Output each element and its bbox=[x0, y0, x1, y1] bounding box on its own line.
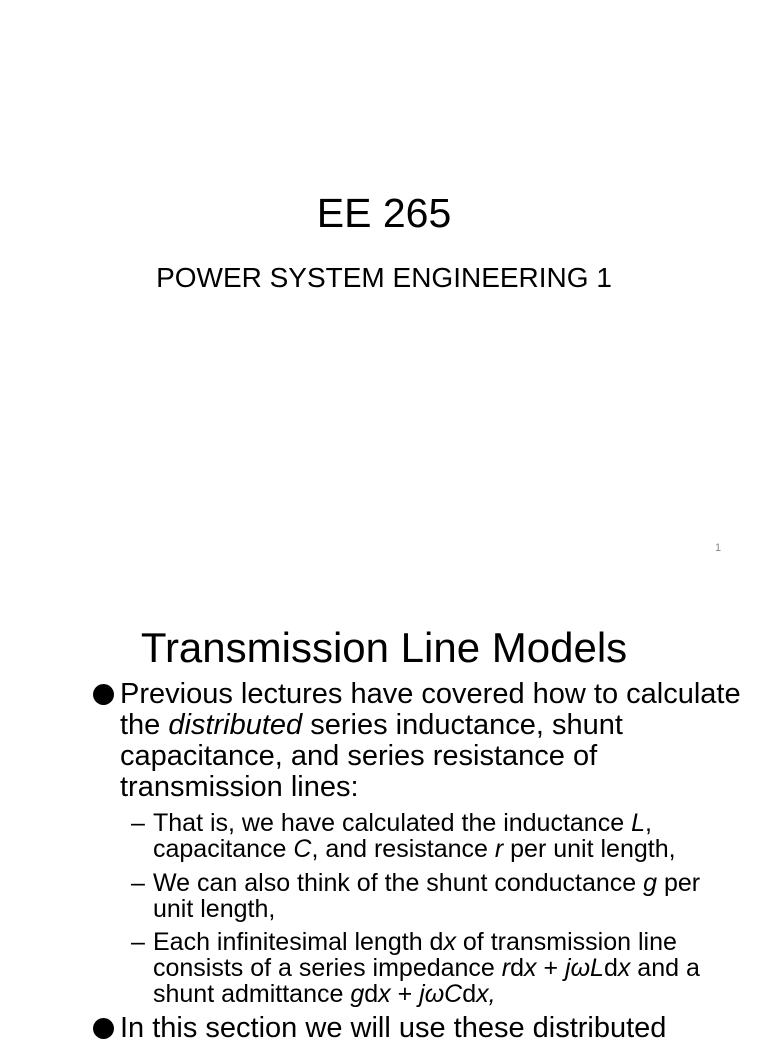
slide-title: EE 265 bbox=[316, 190, 452, 236]
bullet-text: Previous lectures have covered how to calculate bbox=[120, 678, 741, 710]
sub-bullet-text: per unit length, bbox=[503, 835, 676, 863]
sub-bullet-text: per bbox=[657, 869, 701, 897]
slide-2 bbox=[0, 576, 768, 1044]
sub-bullet-text: d bbox=[364, 980, 379, 1008]
bullet-item bbox=[120, 679, 760, 803]
sub-bullet-line bbox=[153, 896, 753, 922]
sub-bullet-text-italic: r bbox=[501, 954, 511, 982]
bullet-line bbox=[120, 741, 760, 772]
sub-bullet-text-italic: jωC bbox=[419, 980, 463, 1008]
sub-bullet-text: capacitance bbox=[153, 835, 294, 863]
sub-bullet-text: That is, we have calculated the inductance bbox=[153, 809, 632, 837]
sub-bullet-line bbox=[153, 981, 753, 1007]
sub-bullet-text: consists of a series impedance bbox=[153, 954, 502, 982]
bullet-icon bbox=[93, 1018, 114, 1024]
sub-bullet-line bbox=[153, 836, 753, 862]
bullet-line bbox=[120, 710, 760, 741]
sub-bullet-text-italic: g bbox=[643, 869, 658, 897]
bullet-text: capacitance, and series resistance of bbox=[120, 740, 598, 772]
sub-bullet-text-italic: r bbox=[494, 835, 504, 863]
sub-bullet-text: d bbox=[510, 954, 525, 982]
sub-bullet-text-italic: x bbox=[443, 928, 456, 956]
sub-bullet-text: of transmission line bbox=[455, 928, 677, 956]
sub-bullet-text: shunt admittance bbox=[153, 980, 351, 1008]
sub-bullet-text: Each infinitesimal length d bbox=[153, 928, 444, 956]
sub-bullet-text-italic: C bbox=[293, 835, 312, 863]
sub-bullet-text-italic: x bbox=[617, 954, 631, 982]
slide-subtitle: POWER SYSTEM ENGINEERING 1 bbox=[156, 262, 612, 293]
sub-bullet-text: d bbox=[603, 954, 618, 982]
sub-bullet-line bbox=[153, 870, 753, 896]
page-number: 1 bbox=[714, 542, 722, 554]
sub-bullet-line bbox=[153, 929, 753, 955]
bullet-line bbox=[120, 772, 760, 803]
bullet-text: In this section we will use these distributed bbox=[120, 1012, 667, 1044]
sub-bullet-marker: – bbox=[131, 869, 145, 897]
sub-bullet-text-italic: x bbox=[524, 954, 537, 982]
sub-bullet-text: d bbox=[462, 980, 477, 1008]
sub-bullet-text-italic: g bbox=[350, 980, 365, 1008]
sub-bullet-text: , and resistance bbox=[311, 835, 495, 863]
bullet-text: transmission lines: bbox=[120, 771, 359, 803]
slide-title: Transmission Line Models bbox=[140, 624, 628, 671]
sub-bullet-text-italic: L bbox=[631, 809, 645, 837]
sub-bullet-text: + bbox=[390, 980, 420, 1008]
bullet-text-italic: distributed bbox=[168, 709, 303, 741]
sub-bullet-text: , bbox=[644, 809, 652, 837]
sub-bullet-text-italic: jωL bbox=[565, 954, 604, 982]
sub-bullet-line bbox=[153, 810, 753, 836]
bullet-text: series inductance, shunt bbox=[302, 709, 623, 741]
sub-bullet-text: + bbox=[536, 954, 566, 982]
sub-bullet-lines bbox=[153, 810, 753, 862]
sub-bullet-text-italic: x bbox=[378, 980, 391, 1008]
sub-bullet-lines bbox=[153, 870, 753, 922]
sub-bullet-line bbox=[153, 955, 753, 981]
sub-bullet-text: unit length, bbox=[153, 895, 276, 923]
bullet-line bbox=[120, 679, 760, 710]
bullet-text: the bbox=[120, 709, 169, 741]
bullet-icon bbox=[93, 684, 114, 705]
sub-bullet-marker: – bbox=[131, 928, 145, 956]
sub-bullet-marker: – bbox=[131, 809, 145, 837]
sub-bullet-text-italic: x, bbox=[476, 980, 496, 1008]
sub-bullet-text: and a bbox=[630, 954, 700, 982]
sub-bullet-lines bbox=[153, 929, 753, 1007]
sub-bullet-text: We can also think of the shunt conductance bbox=[153, 869, 644, 897]
